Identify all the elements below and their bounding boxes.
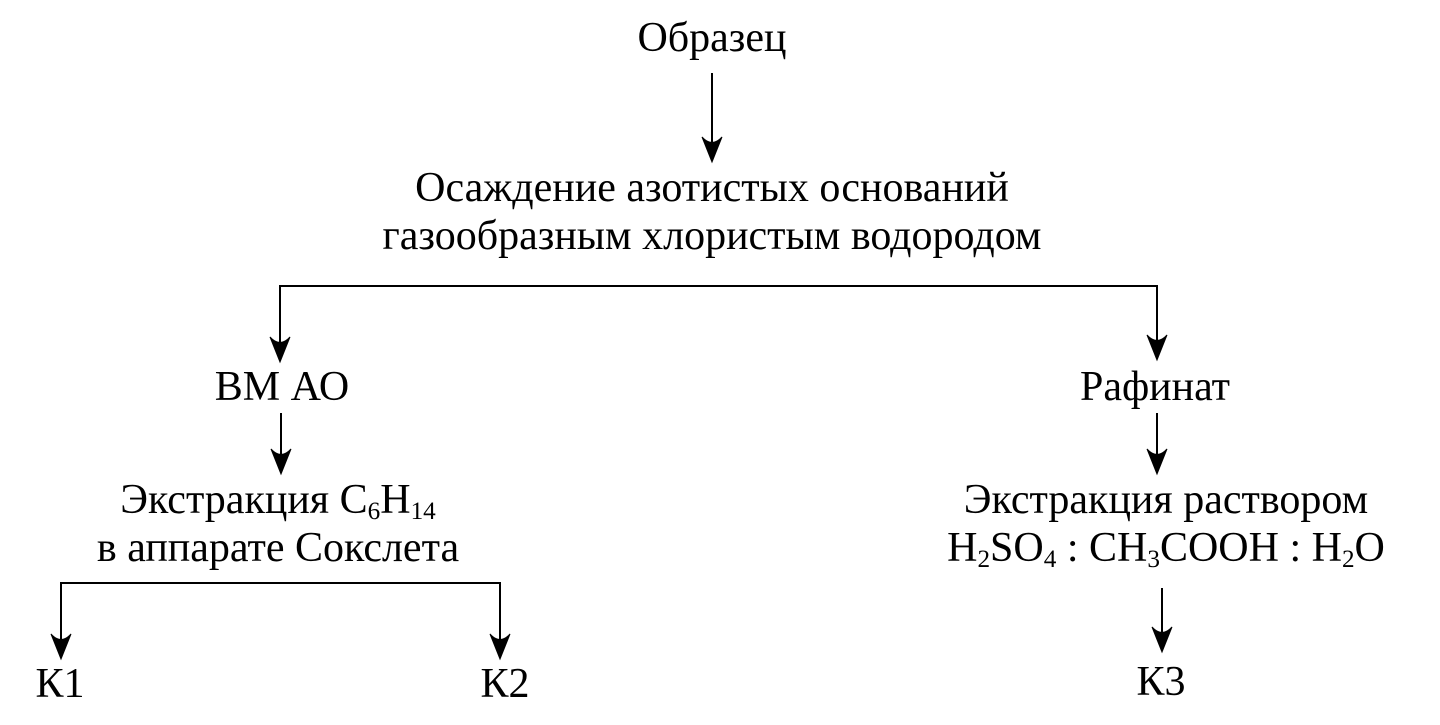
node-right-extraction-line2: $H_2SO_4$ : $CH_3COOH$ : $H_2O$ xyxy=(947,525,1385,573)
connector-left-extraction-branch xyxy=(51,583,510,659)
node-left-extraction-line2: в аппарате Сокслета xyxy=(96,525,460,571)
node-precipitation xyxy=(383,164,1042,260)
node-k1: К1 xyxy=(35,661,85,707)
node-right-extraction-line1: Экстракция раствором xyxy=(963,477,1369,523)
node-left-extraction-line1: Экстракция $C_6H_{14}$ xyxy=(120,477,436,525)
node-precipitation-line2: газообразным хлористым водородом xyxy=(382,213,1042,259)
arrow-rafinat-to-extraction xyxy=(1147,413,1167,474)
node-k2: К2 xyxy=(480,661,530,707)
node-rafinat: Рафинат xyxy=(1079,364,1231,410)
node-k3: К3 xyxy=(1136,659,1186,705)
connector-precipitation-branch xyxy=(270,286,1167,362)
node-precipitation-line1: Осаждение азотистых оснований xyxy=(415,165,1009,211)
arrow-sample-to-precipitation xyxy=(702,73,722,162)
arrow-vmao-to-extraction xyxy=(271,413,291,474)
node-left-extraction xyxy=(97,476,459,572)
node-vm-ao: ВМ АО xyxy=(214,364,350,410)
node-right-extraction xyxy=(947,476,1385,572)
node-sample: Образец xyxy=(637,15,787,61)
arrow-extraction-to-k3 xyxy=(1152,588,1172,652)
